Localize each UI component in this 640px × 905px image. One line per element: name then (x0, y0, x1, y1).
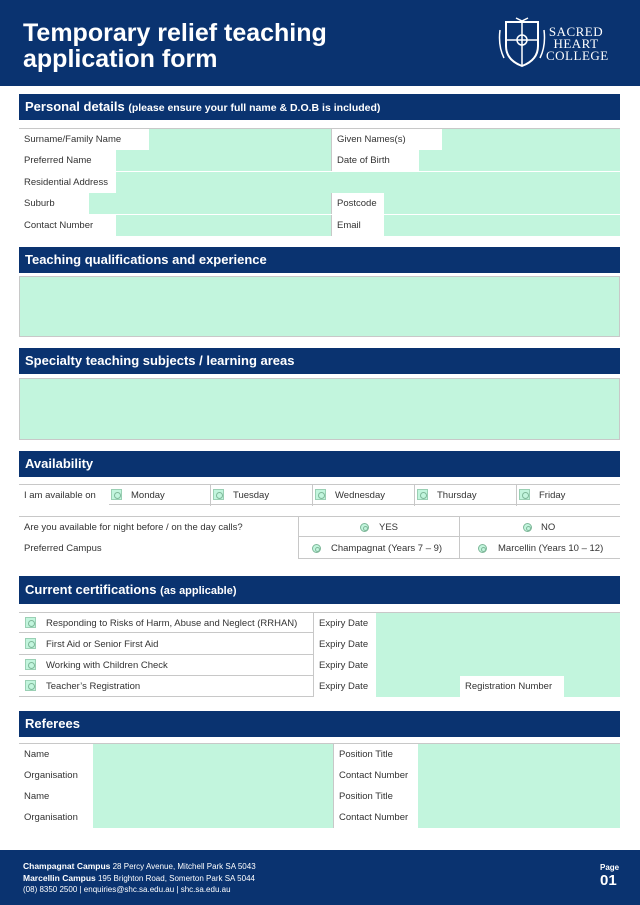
wwcc-label: Working with Children Check (46, 660, 168, 671)
postcode-label: Postcode (332, 193, 384, 214)
college-logo (498, 16, 618, 72)
referee1-name-field[interactable] (93, 744, 333, 765)
no-label: NO (541, 522, 556, 533)
registration-expiry-label: Expiry Date (314, 676, 376, 697)
wednesday-checkbox[interactable] (315, 489, 326, 500)
available-on-label: I am available on (19, 485, 109, 506)
registration-label: Teacher’s Registration (46, 681, 141, 692)
referee1-contact-field[interactable] (418, 765, 620, 786)
footer-campus-2: Marcellin Campus 195 Brighton Road, Somerton Park SA 5044 (23, 873, 255, 883)
wwcc-expiry-field[interactable] (376, 655, 620, 676)
cert-row-first-aid (19, 634, 620, 655)
cert-row-registration (19, 676, 620, 697)
night-calls-row (19, 516, 620, 537)
wwcc-checkbox[interactable] (25, 659, 36, 670)
registration-expiry-field[interactable] (376, 676, 460, 697)
no-radio[interactable] (523, 523, 532, 532)
rrhan-checkbox[interactable] (25, 617, 36, 628)
qualifications-field[interactable] (19, 276, 620, 337)
personal-row-4 (19, 193, 620, 214)
preferred-name-label: Preferred Name (19, 150, 116, 171)
page-title: Temporary relief teaching application form (23, 19, 327, 73)
yes-radio[interactable] (360, 523, 369, 532)
first-aid-checkbox[interactable] (25, 638, 36, 649)
specialty-field[interactable] (19, 378, 620, 440)
personal-row-3 (19, 172, 620, 193)
cert-row-rrhan (19, 612, 620, 633)
contact-number-label: Contact Number (19, 215, 116, 236)
first-aid-expiry-field[interactable] (376, 634, 620, 655)
given-names-label: Given Names(s) (332, 129, 442, 150)
certifications-heading: Current certifications (as applicable) (19, 576, 620, 604)
registration-number-label: Registration Number (460, 676, 564, 697)
qualifications-heading: Teaching qualifications and experience (19, 247, 620, 273)
registration-number-field[interactable] (564, 676, 620, 697)
referee2-organisation-field[interactable] (93, 807, 333, 828)
rrhan-expiry-label: Expiry Date (314, 613, 376, 634)
personal-details-heading: Personal details (please ensure your full name & D.O.B is included) (19, 94, 620, 120)
personal-row-1 (19, 128, 620, 149)
footer-contact: (08) 8350 2500 | enquiries@shc.sa.edu.au | shc.sa.edu.au (23, 885, 231, 894)
thursday-label: Thursday (437, 490, 477, 501)
champagnat-label: Champagnat (Years 7 – 9) (331, 543, 443, 554)
preferred-name-field[interactable] (116, 150, 331, 171)
preferred-campus-label: Preferred Campus (19, 538, 299, 559)
address-field[interactable] (116, 172, 620, 193)
tuesday-label: Tuesday (233, 490, 270, 501)
specialty-heading: Specialty teaching subjects / learning areas (19, 348, 620, 374)
suburb-label: Suburb (19, 193, 89, 214)
rrhan-label: Responding to Risks of Harm, Abuse and Neglect (RRHAN) (46, 618, 298, 629)
referee1-name-label: Name (19, 744, 93, 765)
monday-label: Monday (131, 490, 165, 501)
referee2-contact-label: Contact Number (334, 807, 418, 828)
dob-field[interactable] (419, 150, 620, 171)
first-aid-label: First Aid or Senior First Aid (46, 639, 159, 650)
referee2-contact-field[interactable] (418, 807, 620, 828)
preferred-campus-row (19, 538, 620, 559)
referee1-row-2 (19, 765, 620, 786)
night-calls-label: Are you available for night before / on the day calls? (19, 517, 299, 538)
address-label: Residential Address (19, 172, 116, 193)
availability-days-row (19, 484, 620, 505)
referee1-position-label: Position Title (334, 744, 418, 765)
referee2-organisation-label: Organisation (19, 807, 93, 828)
dob-label: Date of Birth (332, 150, 419, 171)
email-label: Email (332, 215, 384, 236)
email-field[interactable] (384, 215, 620, 236)
personal-row-5 (19, 215, 620, 236)
wwcc-expiry-label: Expiry Date (314, 655, 376, 676)
referee1-contact-label: Contact Number (334, 765, 418, 786)
marcellin-label: Marcellin (Years 10 – 12) (498, 543, 604, 554)
referee2-row-2 (19, 807, 620, 828)
referees-heading: Referees (19, 711, 620, 737)
referee2-row-1 (19, 786, 620, 807)
page-footer (0, 850, 640, 905)
suburb-field[interactable] (89, 193, 331, 214)
marcellin-radio[interactable] (478, 544, 487, 553)
referee1-row-1 (19, 743, 620, 764)
availability-heading: Availability (19, 451, 620, 477)
contact-number-field[interactable] (116, 215, 331, 236)
thursday-checkbox[interactable] (417, 489, 428, 500)
registration-checkbox[interactable] (25, 680, 36, 691)
personal-row-2 (19, 150, 620, 171)
footer-campus-1: Champagnat Campus 28 Percy Avenue, Mitchell Park SA 5043 (23, 861, 256, 871)
surname-label: Surname/Family Name (19, 129, 149, 150)
wednesday-label: Wednesday (335, 490, 385, 501)
referee2-name-field[interactable] (93, 786, 333, 807)
page-number: 01 (600, 872, 617, 889)
yes-label: YES (379, 522, 399, 533)
referee2-position-label: Position Title (334, 786, 418, 807)
referee1-organisation-label: Organisation (19, 765, 93, 786)
first-aid-expiry-label: Expiry Date (314, 634, 376, 655)
given-names-field[interactable] (442, 129, 620, 150)
cert-row-wwcc (19, 655, 620, 676)
champagnat-radio[interactable] (312, 544, 321, 553)
page-label: Page (600, 863, 620, 872)
rrhan-expiry-field[interactable] (376, 613, 620, 634)
surname-field[interactable] (149, 129, 331, 150)
referee2-name-label: Name (19, 786, 93, 807)
crest-icon (498, 16, 546, 70)
logo-text: SACRED HEART COLLEGE (546, 24, 609, 63)
referee2-position-field[interactable] (418, 786, 620, 807)
referee1-organisation-field[interactable] (93, 765, 333, 786)
friday-checkbox[interactable] (519, 489, 530, 500)
friday-label: Friday (539, 490, 566, 501)
referee1-position-field[interactable] (418, 744, 620, 765)
tuesday-checkbox[interactable] (213, 489, 224, 500)
page-header (0, 0, 640, 86)
postcode-field[interactable] (384, 193, 620, 214)
monday-checkbox[interactable] (111, 489, 122, 500)
